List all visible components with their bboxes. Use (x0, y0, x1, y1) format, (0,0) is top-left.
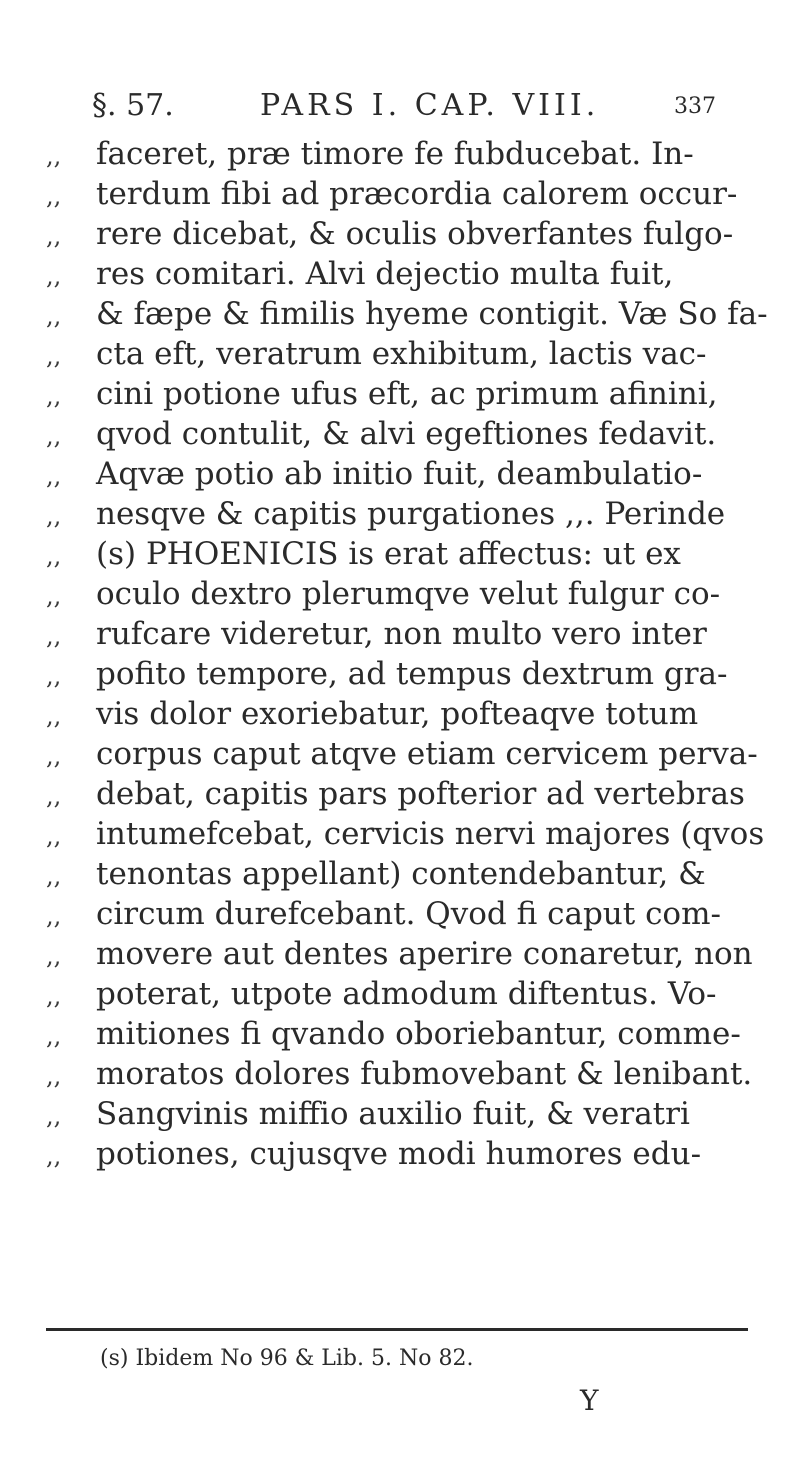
quote-marker: ,, (46, 942, 62, 970)
line-text: mitiones fi qvando oboriebantur, comme- (96, 1016, 741, 1052)
line-text: rufcare videretur, non multo vero inter (96, 616, 707, 652)
text-line (46, 654, 766, 694)
chapter-title: PARS I. CAP. VIII. (260, 88, 600, 123)
quote-marker: ,, (46, 262, 62, 290)
line-text: corpus caput atqve etiam cervicem perva- (96, 736, 758, 772)
text-line (46, 414, 766, 454)
quote-marker: ,, (46, 502, 62, 530)
section-number: §. 57. (92, 88, 174, 123)
quote-marker: ,, (46, 1102, 62, 1130)
quote-marker: ,, (46, 902, 62, 930)
line-text: pofito tempore, ad tempus dextrum gra- (96, 656, 728, 692)
text-line (46, 814, 766, 854)
line-text: res comitari. Alvi dejectio multa fuit, (96, 256, 674, 292)
line-text: debat, capitis pars pofterior ad vertebras (96, 776, 745, 812)
text-line (46, 894, 766, 934)
line-text: potiones, cujusqve modi humores edu- (96, 1136, 702, 1172)
line-text: vis dolor exoriebatur, pofteaqve totum (96, 696, 699, 732)
line-text: intumefcebat, cervicis nervi majores (qvos (96, 816, 765, 852)
text-line (46, 254, 766, 294)
line-text: qvod contulit, & alvi egeftiones fedavit. (96, 416, 717, 452)
footnote-divider (46, 1328, 748, 1331)
text-line (46, 774, 766, 814)
line-text: cini potione ufus eft, ac primum afinini, (96, 376, 718, 412)
main-text (46, 134, 766, 1174)
text-line (46, 974, 766, 1014)
quote-marker: ,, (46, 1062, 62, 1090)
footnote: (s) Ibidem No 96 & Lib. 5. No 82. (100, 1346, 474, 1371)
running-header (92, 88, 732, 128)
quote-marker: ,, (46, 622, 62, 650)
text-line (46, 1014, 766, 1054)
line-text: cta eft, veratrum exhibitum, lactis vac- (96, 336, 707, 372)
quote-marker: ,, (46, 662, 62, 690)
quote-marker: ,, (46, 342, 62, 370)
quote-marker: ,, (46, 742, 62, 770)
line-text: Sangvinis miffio auxilio fuit, & veratri (96, 1096, 690, 1132)
quote-marker: ,, (46, 582, 62, 610)
text-line (46, 1054, 766, 1094)
line-text: faceret, præ timore fe fubducebat. In- (96, 136, 694, 172)
quote-marker: ,, (46, 302, 62, 330)
text-line (46, 454, 766, 494)
text-line (46, 134, 766, 174)
line-text: circum durefcebant. Qvod fi caput com- (96, 896, 721, 932)
line-text: tenontas appellant) contendebantur, & (96, 856, 706, 892)
quote-marker: ,, (46, 542, 62, 570)
text-line (46, 574, 766, 614)
text-line (46, 374, 766, 414)
quote-marker: ,, (46, 382, 62, 410)
quote-marker: ,, (46, 222, 62, 250)
quote-marker: ,, (46, 182, 62, 210)
page-number: 337 (674, 94, 716, 119)
quote-marker: ,, (46, 462, 62, 490)
text-line (46, 214, 766, 254)
text-line (46, 294, 766, 334)
quote-marker: ,, (46, 982, 62, 1010)
line-text: & fæpe & fimilis hyeme contigit. Væ So fa- (96, 296, 768, 332)
quote-marker: ,, (46, 1022, 62, 1050)
quote-marker: ,, (46, 142, 62, 170)
text-line (46, 534, 766, 574)
quote-marker: ,, (46, 422, 62, 450)
signature-mark: Y (580, 1384, 599, 1417)
text-line (46, 854, 766, 894)
line-text: nesqve & capitis purgationes ,,. Perinde (96, 496, 726, 532)
line-text: rere dicebat, & oculis obverfantes fulgo- (96, 216, 734, 252)
text-line (46, 934, 766, 974)
quote-marker: ,, (46, 702, 62, 730)
line-text: (s) PHOENICIS is erat affectus: ut ex (96, 536, 681, 572)
line-text: terdum fibi ad præcordia calorem occur- (96, 176, 738, 212)
text-line (46, 174, 766, 214)
quote-marker: ,, (46, 862, 62, 890)
quote-marker: ,, (46, 1142, 62, 1170)
line-text: Aqvæ potio ab initio fuit, deambulatio- (96, 456, 703, 492)
text-line (46, 614, 766, 654)
text-line (46, 694, 766, 734)
text-line (46, 1094, 766, 1134)
text-line (46, 494, 766, 534)
quote-marker: ,, (46, 782, 62, 810)
line-text: poterat, utpote admodum diftentus. Vo- (96, 976, 717, 1012)
quote-marker: ,, (46, 822, 62, 850)
text-line (46, 1134, 766, 1174)
text-line (46, 734, 766, 774)
text-line (46, 334, 766, 374)
line-text: movere aut dentes aperire conaretur, non (96, 936, 753, 972)
line-text: oculo dextro plerumqve velut fulgur co- (96, 576, 721, 612)
line-text: moratos dolores fubmovebant & lenibant. (96, 1056, 753, 1092)
